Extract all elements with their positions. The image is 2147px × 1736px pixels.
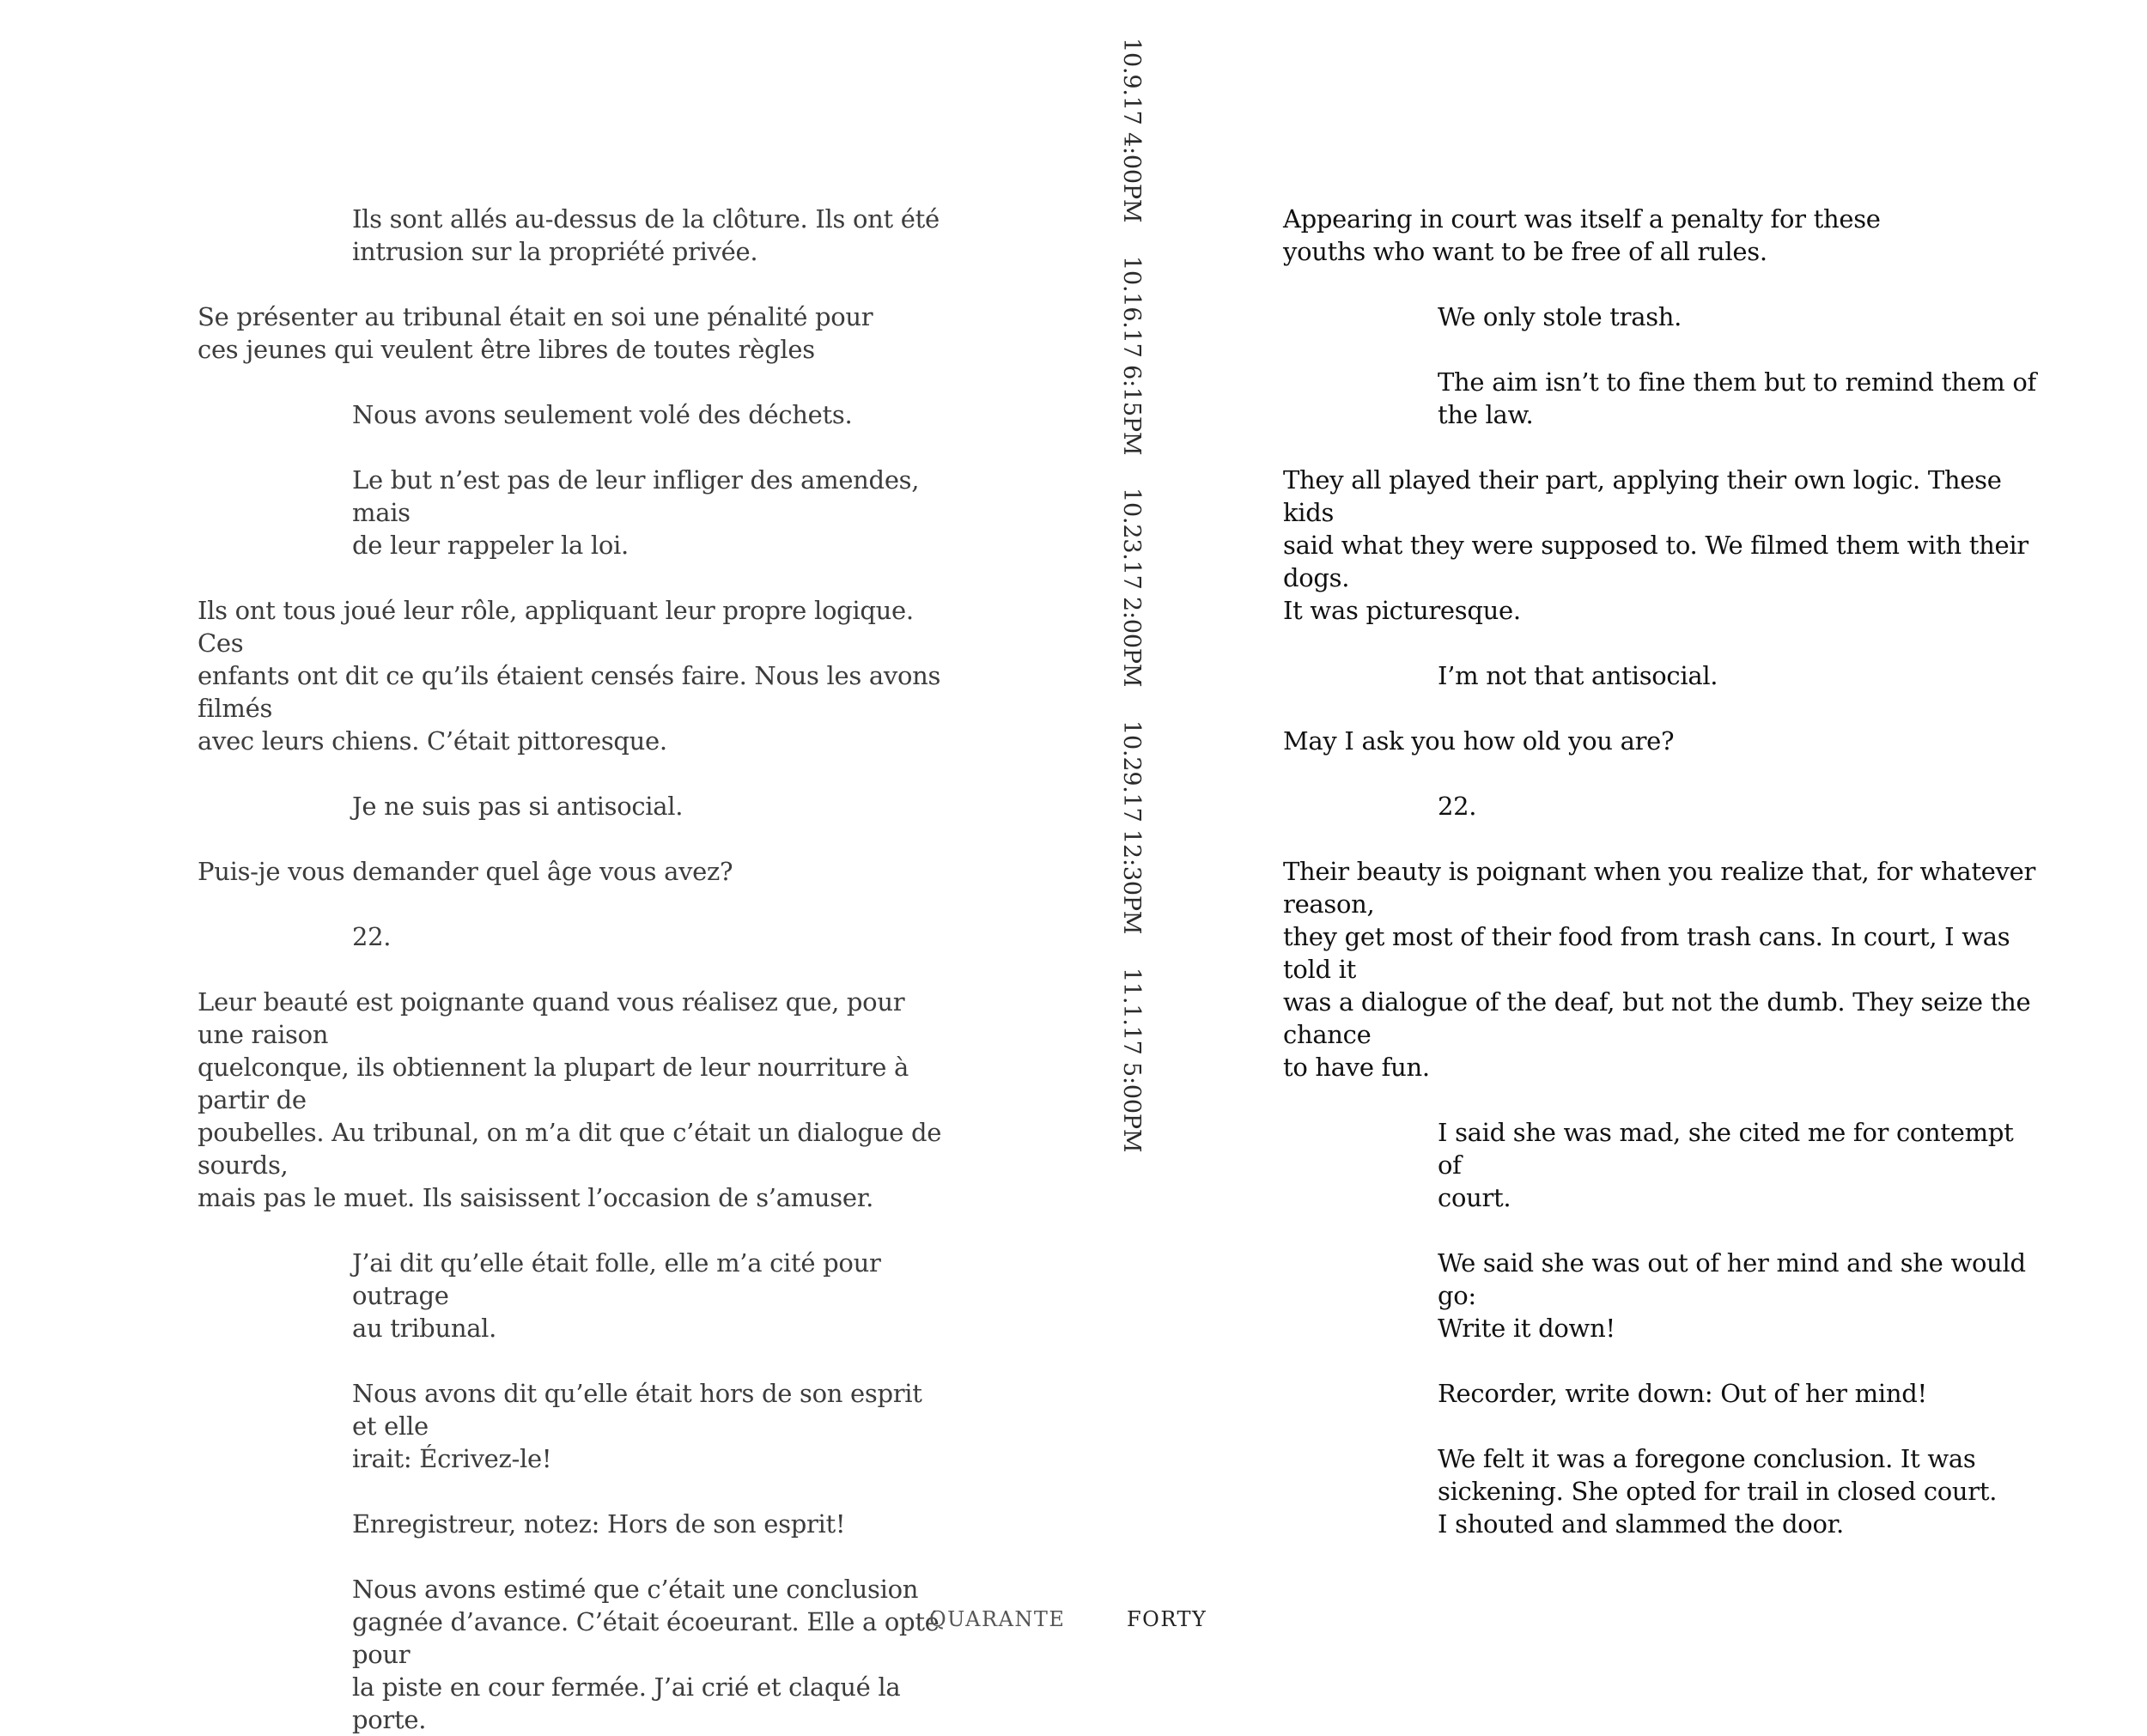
en-paragraph-4: They all played their part, applying their own logic. These kids said what they were supposed to. We filmed them with their dogs. It was picturesque. — [1283, 465, 2028, 625]
english-column — [1283, 203, 2039, 1540]
timestamp: 10.23.17 2:00PM — [1118, 488, 1145, 688]
fr-paragraph-9: Leur beauté est poignante quand vous réalisez que, pour une raison quelconque, ils obtiennent la plupart de leur nourriture à partir de poubelles. Au tribunal, on m’a dit que c’était un dialogue de sourds, mais pas le muet. Ils saisissent l’occasion de s’amuser. — [198, 987, 942, 1212]
en-paragraph-3: The aim isn’t to fine them but to remind them of the law. — [1438, 367, 2036, 429]
fr-paragraph-5: Ils ont tous joué leur rôle, appliquant leur propre logique. Ces enfants ont dit ce qu’ils étaient censés faire. Nous les avons filmés avec leurs chiens. C’était pittoresque. — [198, 596, 941, 756]
en-paragraph-9: I said she was mad, she cited me for contempt of court. — [1438, 1118, 2014, 1212]
fr-paragraph-4: Le but n’est pas de leur infliger des amendes, mais de leur rappeler la loi. — [352, 465, 920, 560]
en-paragraph-6: May I ask you how old you are? — [1283, 726, 1675, 756]
fr-paragraph-11: Nous avons dit qu’elle était hors de son esprit et elle irait: Écrivez-le! — [352, 1379, 922, 1473]
timestamp: 11.1.17 5:00PM — [1118, 967, 1145, 1152]
folio-right: FORTY — [1127, 1607, 1207, 1631]
fr-paragraph-8: 22. — [352, 922, 392, 951]
folio-left: QUARANTE — [929, 1607, 1066, 1631]
french-column — [198, 203, 953, 1736]
timestamp-strip — [1118, 38, 1145, 1178]
en-paragraph-1: Appearing in court was itself a penalty for these youths who want to be free of all rules. — [1283, 204, 1881, 266]
en-paragraph-11: Recorder, write down: Out of her mind! — [1438, 1379, 1927, 1408]
fr-paragraph-12: Enregistreur, notez: Hors de son esprit! — [352, 1509, 846, 1539]
fr-paragraph-6: Je ne suis pas si antisocial. — [352, 792, 684, 821]
timestamp: 10.29.17 12:30PM — [1118, 720, 1145, 935]
fr-paragraph-2: Se présenter au tribunal était en soi une pénalité pour ces jeunes qui veulent être libres de toutes règles — [198, 302, 873, 364]
en-paragraph-2: We only stole trash. — [1438, 302, 1682, 331]
fr-paragraph-7: Puis-je vous demander quel âge vous avez? — [198, 857, 733, 886]
timestamp: 10.9.17 4:00PM — [1118, 38, 1145, 223]
fr-paragraph-3: Nous avons seulement volé des déchets. — [352, 400, 853, 429]
fr-paragraph-13: Nous avons estimé que c’était une conclusion gagnée d’avance. C’était écoeurant. Elle a opté pour la piste en cour fermée. J’ai crié et claqué la porte. — [352, 1575, 940, 1734]
en-paragraph-10: We said she was out of her mind and she would go: Write it down! — [1438, 1248, 2026, 1343]
en-paragraph-8: Their beauty is poignant when you realize that, for whatever reason, they get most of their food from trash cans. In court, I was told it was a dialogue of the deaf, but not the dumb. They seize the chance to have fun. — [1283, 857, 2036, 1082]
timestamp: 10.16.17 6:15PM — [1118, 255, 1145, 455]
en-paragraph-7: 22. — [1438, 792, 1477, 821]
fr-paragraph-1: Ils sont allés au-dessus de la clôture. Ils ont été intrusion sur la propriété privée. — [352, 204, 940, 266]
en-paragraph-12: We felt it was a foregone conclusion. It was sickening. She opted for trail in closed court. I shouted and slammed the door. — [1438, 1444, 1998, 1539]
en-paragraph-5: I’m not that antisocial. — [1438, 661, 1718, 690]
fr-paragraph-10: J’ai dit qu’elle était folle, elle m’a cité pour outrage au tribunal. — [352, 1248, 881, 1343]
